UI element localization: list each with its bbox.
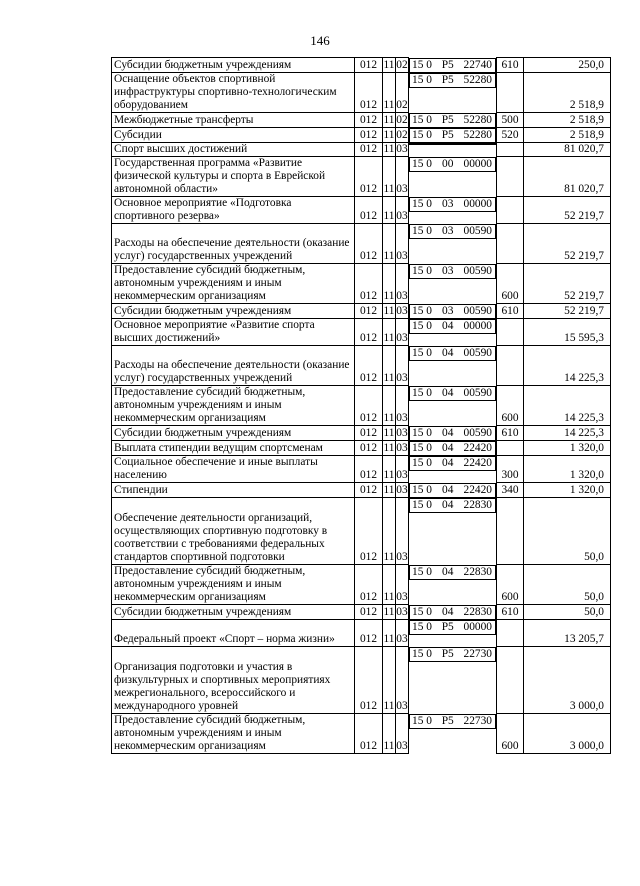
row-name-cell: Субсидии: [112, 128, 355, 143]
target-article-part: 52280: [463, 113, 492, 126]
ved-code-cell: 012: [355, 224, 383, 264]
amount-cell: 52 219,7: [524, 197, 611, 224]
subsection-code-cell: 03: [396, 319, 409, 346]
target-article-part: 15 0: [412, 483, 432, 496]
target-article-cell: [409, 113, 496, 128]
target-article-part: 15 0: [412, 346, 432, 359]
amount-cell: 3 000,0: [524, 714, 611, 754]
expense-type-cell: 610: [497, 304, 524, 319]
ved-code-cell: 012: [355, 714, 383, 754]
expense-type-cell: 600: [497, 264, 524, 304]
table-row: [112, 565, 611, 605]
row-name-cell: Государственная программа «Развитие физической культуры и спорта в Еврейской автономной области»: [112, 157, 355, 197]
target-article-part: 22420: [463, 441, 492, 454]
subsection-code-cell: 03: [396, 442, 408, 454]
target-article-cell: [409, 498, 496, 513]
target-article-part: P5: [441, 620, 454, 633]
amount-cell: 14 225,3: [524, 386, 611, 426]
row-name-cell: Федеральный проект «Спорт – норма жизни»: [112, 620, 355, 647]
section-code-cell: 11: [383, 197, 396, 224]
target-article-part: 04: [442, 441, 454, 454]
row-name-cell: Обеспечение деятельности организаций, осуществляющих спортивную подготовку в соответствии с требованиями федеральных стандартов спортивной подготовки: [112, 498, 355, 565]
subsection-code-cell: 03: [396, 647, 409, 714]
target-article-part: 15 0: [412, 319, 432, 332]
subsection-code-cell: 03: [396, 305, 408, 317]
section-code-cell: 11: [383, 620, 396, 647]
target-article-cell: [409, 714, 496, 729]
section-code-cell: 11: [383, 346, 396, 386]
expense-type-cell: 300: [497, 456, 524, 483]
target-article-part: 15 0: [412, 157, 432, 170]
target-article-cell: [409, 346, 496, 361]
amount-cell: 14 225,3: [524, 426, 611, 441]
target-article-part: 15 0: [412, 197, 432, 210]
target-article-cell: [409, 304, 496, 319]
table-row: [112, 386, 611, 426]
row-name-cell: Спорт высших достижений: [112, 143, 355, 157]
amount-cell: 50,0: [524, 605, 611, 620]
subsection-code-cell: 02: [396, 114, 408, 126]
ved-code-cell: 012: [355, 58, 383, 73]
subsection-code-cell: 03: [396, 484, 408, 496]
target-article-part: 15 0: [412, 441, 432, 454]
target-article-part: 00590: [463, 304, 492, 317]
subsection-code-cell: 03: [396, 224, 409, 264]
section-code-cell: 11: [383, 442, 395, 454]
target-article-cell: [409, 483, 496, 498]
amount-cell: 3 000,0: [524, 647, 611, 714]
target-article-part: P5: [441, 647, 454, 660]
ved-code-cell: 012: [355, 647, 383, 714]
section-code-cell: 11: [383, 73, 396, 113]
ved-code-cell: 012: [355, 157, 383, 197]
target-article-part: 15 0: [412, 498, 432, 511]
target-article-part: 04: [442, 426, 454, 439]
amount-cell: 81 020,7: [524, 143, 611, 157]
table-row: [112, 73, 611, 113]
target-article-cell: [409, 73, 496, 88]
target-article-cell: [409, 197, 496, 212]
ved-code-cell: 012: [355, 143, 383, 157]
ved-code-cell: 012: [355, 113, 383, 128]
ved-code-cell: 012: [355, 197, 383, 224]
section-code-cell: 11: [383, 484, 395, 496]
row-name-cell: Предоставление субсидий бюджетным, автономным учреждениям и иным некоммерческим организациям: [112, 264, 355, 304]
target-article-part: 04: [442, 483, 454, 496]
section-code-cell: 11: [383, 386, 396, 426]
table-row: [112, 714, 611, 754]
target-article-part: 15 0: [412, 426, 432, 439]
target-article-part: 00000: [463, 197, 492, 210]
page-number: 146: [310, 33, 330, 48]
amount-cell: 250,0: [524, 58, 611, 73]
target-article-cell: [409, 58, 496, 73]
expense-type-cell: [497, 647, 524, 714]
expense-type-cell: [497, 224, 524, 264]
ved-code-cell: 012: [355, 483, 383, 498]
target-article-part: 04: [442, 456, 454, 469]
table-row: [112, 483, 611, 498]
ved-code-cell: 012: [355, 456, 383, 483]
table-row: [112, 143, 611, 157]
amount-cell: 14 225,3: [524, 346, 611, 386]
table-row: [112, 58, 611, 73]
target-article-part: 00: [442, 157, 454, 170]
section-code-cell: 11: [383, 129, 395, 141]
row-name-cell: Предоставление субсидий бюджетным, автономным учреждениям и иным некоммерческим организациям: [112, 386, 355, 426]
amount-cell: 2 518,9: [524, 128, 611, 143]
section-code-cell: 11: [383, 305, 395, 317]
row-name-cell: Субсидии бюджетным учреждениям: [112, 58, 355, 73]
target-article-cell: [409, 456, 496, 471]
ved-code-cell: 012: [355, 565, 383, 605]
ved-code-cell: 012: [355, 620, 383, 647]
target-article-cell: [409, 319, 496, 334]
target-article-part: 22730: [463, 714, 492, 727]
subsection-code-cell: 03: [396, 427, 408, 439]
amount-cell: 13 205,7: [524, 620, 611, 647]
subsection-code-cell: 03: [396, 714, 409, 754]
section-code-cell: 11: [383, 114, 395, 126]
amount-cell: 1 320,0: [524, 441, 611, 456]
target-article-part: P5: [441, 73, 454, 86]
target-article-cell: [409, 605, 496, 620]
target-article-part: 03: [442, 304, 454, 317]
target-article-cell: [409, 565, 496, 580]
target-article-part: 15 0: [412, 605, 432, 618]
row-name-cell: Социальное обеспечение и иные выплаты населению: [112, 456, 355, 483]
subsection-code-cell: 03: [396, 157, 409, 197]
target-article-part: 00590: [463, 386, 492, 399]
subsection-code-cell: 03: [396, 346, 409, 386]
target-article-part: 15 0: [412, 647, 432, 660]
amount-cell: 2 518,9: [524, 73, 611, 113]
expense-type-cell: 520: [497, 128, 524, 143]
expense-type-cell: 600: [497, 714, 524, 754]
expense-type-cell: [497, 197, 524, 224]
ved-code-cell: 012: [355, 128, 383, 143]
target-article-part: 15 0: [412, 128, 432, 141]
target-article-cell: [409, 128, 496, 143]
target-article-cell: [409, 441, 496, 456]
ved-code-cell: 012: [355, 441, 383, 456]
target-article-part: 04: [442, 346, 454, 359]
section-code-cell: 11: [383, 157, 396, 197]
table-row: [112, 224, 611, 264]
target-article-part: 22420: [463, 483, 492, 496]
target-article-part: 00000: [463, 157, 492, 170]
section-code-cell: 11: [383, 59, 395, 71]
table-row: [112, 605, 611, 620]
table-row: [112, 157, 611, 197]
target-article-part: 15 0: [412, 224, 432, 237]
target-article-part: 52280: [463, 128, 492, 141]
subsection-code-cell: 03: [396, 143, 408, 155]
expense-type-cell: [497, 346, 524, 386]
target-article-part: 15 0: [412, 386, 432, 399]
target-article-part: 22730: [463, 647, 492, 660]
target-article-cell: [409, 386, 496, 401]
expense-type-cell: 610: [497, 605, 524, 620]
target-article-part: P5: [441, 58, 454, 71]
expense-type-cell: [497, 441, 524, 456]
amount-cell: 1 320,0: [524, 483, 611, 498]
target-article-part: 22830: [463, 565, 492, 578]
target-article-part: 00000: [463, 319, 492, 332]
target-article-part: 04: [442, 605, 454, 618]
target-article-cell: [409, 426, 496, 441]
row-name-cell: Межбюджетные трансферты: [112, 113, 355, 128]
target-article-part: P5: [441, 714, 454, 727]
table-row: [112, 456, 611, 483]
subsection-code-cell: 02: [396, 129, 408, 141]
target-article-part: 00590: [463, 346, 492, 359]
table-row: [112, 197, 611, 224]
subsection-code-cell: 03: [396, 606, 408, 618]
target-article-part: 15 0: [412, 456, 432, 469]
amount-cell: 50,0: [524, 498, 611, 565]
amount-cell: 52 219,7: [524, 304, 611, 319]
section-code-cell: 11: [383, 498, 396, 565]
target-article-part: 22830: [463, 605, 492, 618]
table-row: [112, 498, 611, 565]
expense-type-cell: 600: [497, 386, 524, 426]
row-name-cell: Организация подготовки и участия в физкультурных и спортивных мероприятиях межрегионального, всероссийского и международного уровней: [112, 647, 355, 714]
target-article-part: 15 0: [412, 714, 432, 727]
table-body: [112, 58, 611, 754]
target-article-part: 03: [442, 224, 454, 237]
row-name-cell: Расходы на обеспечение деятельности (оказание услуг) государственных учреждений: [112, 346, 355, 386]
target-article-cell: [409, 224, 496, 239]
target-article-part: 15 0: [412, 304, 432, 317]
subsection-code-cell: 03: [396, 565, 409, 605]
expense-type-cell: [497, 157, 524, 197]
expense-type-cell: [497, 143, 524, 157]
row-name-cell: Выплата стипендии ведущим спортсменам: [112, 441, 355, 456]
ved-code-cell: 012: [355, 264, 383, 304]
row-name-cell: Предоставление субсидий бюджетным, автономным учреждениям и иным некоммерческим организациям: [112, 714, 355, 754]
table-row: [112, 346, 611, 386]
table-row: [112, 647, 611, 714]
ved-code-cell: 012: [355, 319, 383, 346]
target-article-part: 04: [442, 319, 454, 332]
section-code-cell: 11: [383, 456, 396, 483]
target-article-part: 15 0: [412, 565, 432, 578]
row-name-cell: Субсидии бюджетным учреждениям: [112, 426, 355, 441]
section-code-cell: 11: [383, 714, 396, 754]
table-row: [112, 620, 611, 647]
ved-code-cell: 012: [355, 426, 383, 441]
section-code-cell: 11: [383, 427, 395, 439]
target-article-part: 00590: [463, 264, 492, 277]
section-code-cell: 11: [383, 264, 396, 304]
amount-cell: 81 020,7: [524, 157, 611, 197]
subsection-code-cell: 03: [396, 620, 409, 647]
target-article-part: 15 0: [412, 73, 432, 86]
table-row: [112, 426, 611, 441]
row-name-cell: Оснащение объектов спортивной инфраструктуры спортивно-технологическим оборудованием: [112, 73, 355, 113]
target-article-part: 04: [442, 498, 454, 511]
ved-code-cell: 012: [355, 346, 383, 386]
amount-cell: 52 219,7: [524, 224, 611, 264]
expense-type-cell: [497, 498, 524, 565]
section-code-cell: 11: [383, 565, 396, 605]
target-article-part: 15 0: [412, 113, 432, 126]
section-code-cell: 11: [383, 224, 396, 264]
target-article-part: 03: [442, 197, 454, 210]
subsection-code-cell: 02: [396, 73, 409, 113]
target-article-cell: [409, 264, 496, 279]
subsection-code-cell: 03: [396, 456, 409, 483]
target-article-part: 22420: [463, 456, 492, 469]
expense-type-cell: [497, 620, 524, 647]
target-article-part: 15 0: [412, 264, 432, 277]
row-name-cell: Основное мероприятие «Развитие спорта высших достижений»: [112, 319, 355, 346]
section-code-cell: 11: [383, 647, 396, 714]
amount-cell: 15 595,3: [524, 319, 611, 346]
target-article-part: P5: [441, 128, 454, 141]
table-row: [112, 441, 611, 456]
ved-code-cell: 012: [355, 386, 383, 426]
amount-cell: 2 518,9: [524, 113, 611, 128]
target-article-part: P5: [441, 113, 454, 126]
table-row: [112, 128, 611, 143]
expense-type-cell: [497, 319, 524, 346]
target-article-part: 15 0: [412, 58, 432, 71]
target-article-cell: [409, 647, 496, 662]
section-code-cell: 11: [383, 143, 395, 155]
row-name-cell: Субсидии бюджетным учреждениям: [112, 304, 355, 319]
row-name-cell: Субсидии бюджетным учреждениям: [112, 605, 355, 620]
row-name-cell: Стипендии: [112, 483, 355, 498]
table-row: [112, 319, 611, 346]
target-article-part: 00590: [463, 224, 492, 237]
target-article-part: 00590: [463, 426, 492, 439]
row-name-cell: Основное мероприятие «Подготовка спортивного резерва»: [112, 197, 355, 224]
expense-type-cell: 600: [497, 565, 524, 605]
ved-code-cell: 012: [355, 304, 383, 319]
subsection-code-cell: 03: [396, 498, 409, 565]
target-article-cell: [409, 157, 496, 172]
target-article-part: 22740: [463, 58, 492, 71]
amount-cell: 1 320,0: [524, 456, 611, 483]
amount-cell: 52 219,7: [524, 264, 611, 304]
subsection-code-cell: 03: [396, 197, 409, 224]
section-code-cell: 11: [383, 606, 395, 618]
target-article-cell: [409, 620, 496, 635]
section-code-cell: 11: [383, 319, 396, 346]
expense-type-cell: 610: [497, 426, 524, 441]
ved-code-cell: 012: [355, 498, 383, 565]
expense-type-cell: 500: [497, 113, 524, 128]
target-article-part: 15 0: [412, 620, 432, 633]
budget-table: [111, 57, 611, 754]
table-row: [112, 264, 611, 304]
target-article-part: 03: [442, 264, 454, 277]
subsection-code-cell: 02: [396, 59, 408, 71]
target-article-cell: [409, 143, 496, 145]
table-row: [112, 304, 611, 319]
target-article-part: 52280: [463, 73, 492, 86]
target-article-part: 04: [442, 565, 454, 578]
subsection-code-cell: 03: [396, 386, 409, 426]
expense-type-cell: [497, 73, 524, 113]
subsection-code-cell: 03: [396, 264, 409, 304]
row-name-cell: Предоставление субсидий бюджетным, автономным учреждениям и иным некоммерческим организациям: [112, 565, 355, 605]
table-row: [112, 113, 611, 128]
target-article-part: 00000: [463, 620, 492, 633]
expense-type-cell: 340: [497, 483, 524, 498]
row-name-cell: Расходы на обеспечение деятельности (оказание услуг) государственных учреждений: [112, 224, 355, 264]
ved-code-cell: 012: [355, 73, 383, 113]
amount-cell: 50,0: [524, 565, 611, 605]
target-article-part: 04: [442, 386, 454, 399]
ved-code-cell: 012: [355, 605, 383, 620]
target-article-part: 22830: [463, 498, 492, 511]
expense-type-cell: 610: [497, 58, 524, 73]
